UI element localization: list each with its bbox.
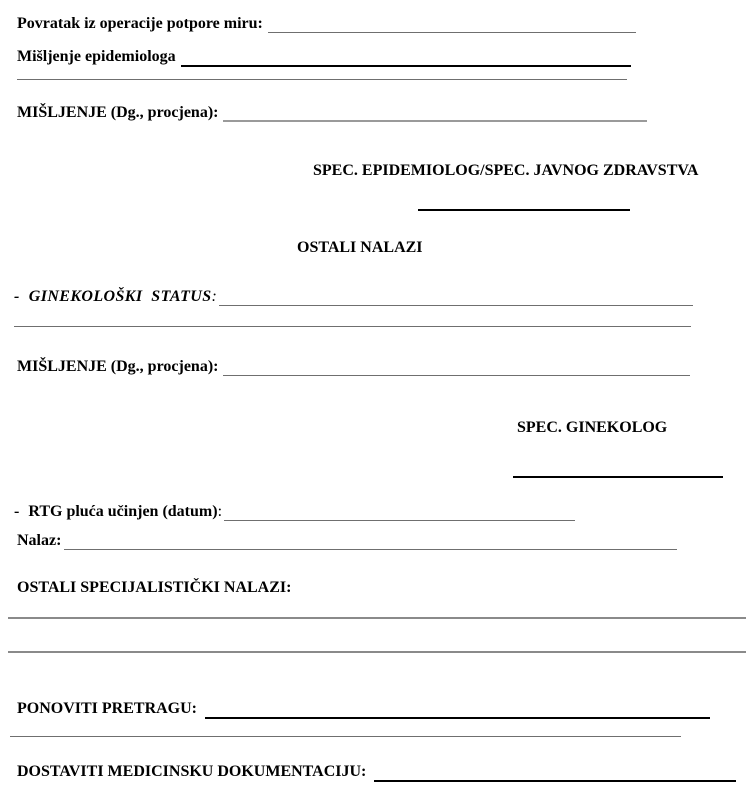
field-ginekoloski-colon: :	[211, 288, 218, 305]
field-misljenje-dg-2-line	[223, 375, 690, 376]
field-ginekoloski-label: GINEKOLOŠKI STATUS	[28, 288, 212, 305]
heading-spec-epidemiolog: SPEC. EPIDEMIOLOG/SPEC. JAVNOG ZDRAVSTVA	[313, 162, 699, 179]
heading-spec-ginekolog: SPEC. GINEKOLOG	[517, 419, 668, 436]
signature-line-epidemiolog	[418, 209, 630, 211]
field-dostaviti	[17, 761, 736, 783]
field-misljenje-dg-1-line	[223, 120, 647, 122]
blank-line-1	[8, 617, 746, 619]
field-ginekoloski-status	[14, 286, 693, 308]
field-ginekoloski-dash: -	[14, 288, 20, 305]
field-misljenje-dg-1	[17, 102, 647, 124]
heading-ostali-nalazi: OSTALI NALAZI	[297, 239, 423, 256]
field-povratak-label: Povratak iz operacije potpore miru:	[17, 15, 263, 32]
field-misljenje-dg-1-label: MIŠLJENJE (Dg., procjena):	[17, 104, 219, 121]
field-rtg-dash: -	[14, 503, 20, 520]
field-misljenje-dg-2	[17, 356, 690, 378]
field-nalaz-label: Nalaz:	[17, 532, 62, 549]
field-rtg-colon: :	[217, 503, 223, 520]
field-misljenje-epidemiologa-label: Mišljenje epidemiologa	[17, 48, 176, 65]
field-rtg-line	[224, 520, 575, 521]
field-nalaz-line	[64, 549, 677, 550]
field-dostaviti-label: DOSTAVITI MEDICINSKU DOKUMENTACIJU:	[17, 763, 367, 780]
continuation-line-ponoviti	[10, 736, 681, 737]
field-rtg	[14, 501, 575, 523]
field-povratak-line	[268, 32, 636, 33]
blank-line-2	[8, 651, 746, 653]
field-rtg-label: RTG pluća učinjen (datum)	[28, 503, 218, 520]
heading-ostali-specijalisticki: OSTALI SPECIJALISTIČKI NALAZI:	[17, 579, 292, 596]
field-dostaviti-line	[374, 780, 736, 782]
field-misljenje-epidemiologa-line	[181, 65, 631, 67]
field-ponoviti	[17, 698, 710, 720]
continuation-line-ginekoloski	[14, 326, 691, 327]
field-povratak	[17, 13, 636, 35]
field-nalaz	[17, 530, 677, 552]
field-ponoviti-line	[205, 717, 710, 719]
signature-line-ginekolog	[513, 476, 723, 478]
continuation-line-epidemiolog	[17, 79, 627, 80]
field-misljenje-epidemiologa	[17, 46, 631, 68]
field-misljenje-dg-2-label: MIŠLJENJE (Dg., procjena):	[17, 358, 219, 375]
field-ginekoloski-line	[219, 305, 693, 306]
field-ponoviti-label: PONOVITI PRETRAGU:	[17, 700, 198, 717]
